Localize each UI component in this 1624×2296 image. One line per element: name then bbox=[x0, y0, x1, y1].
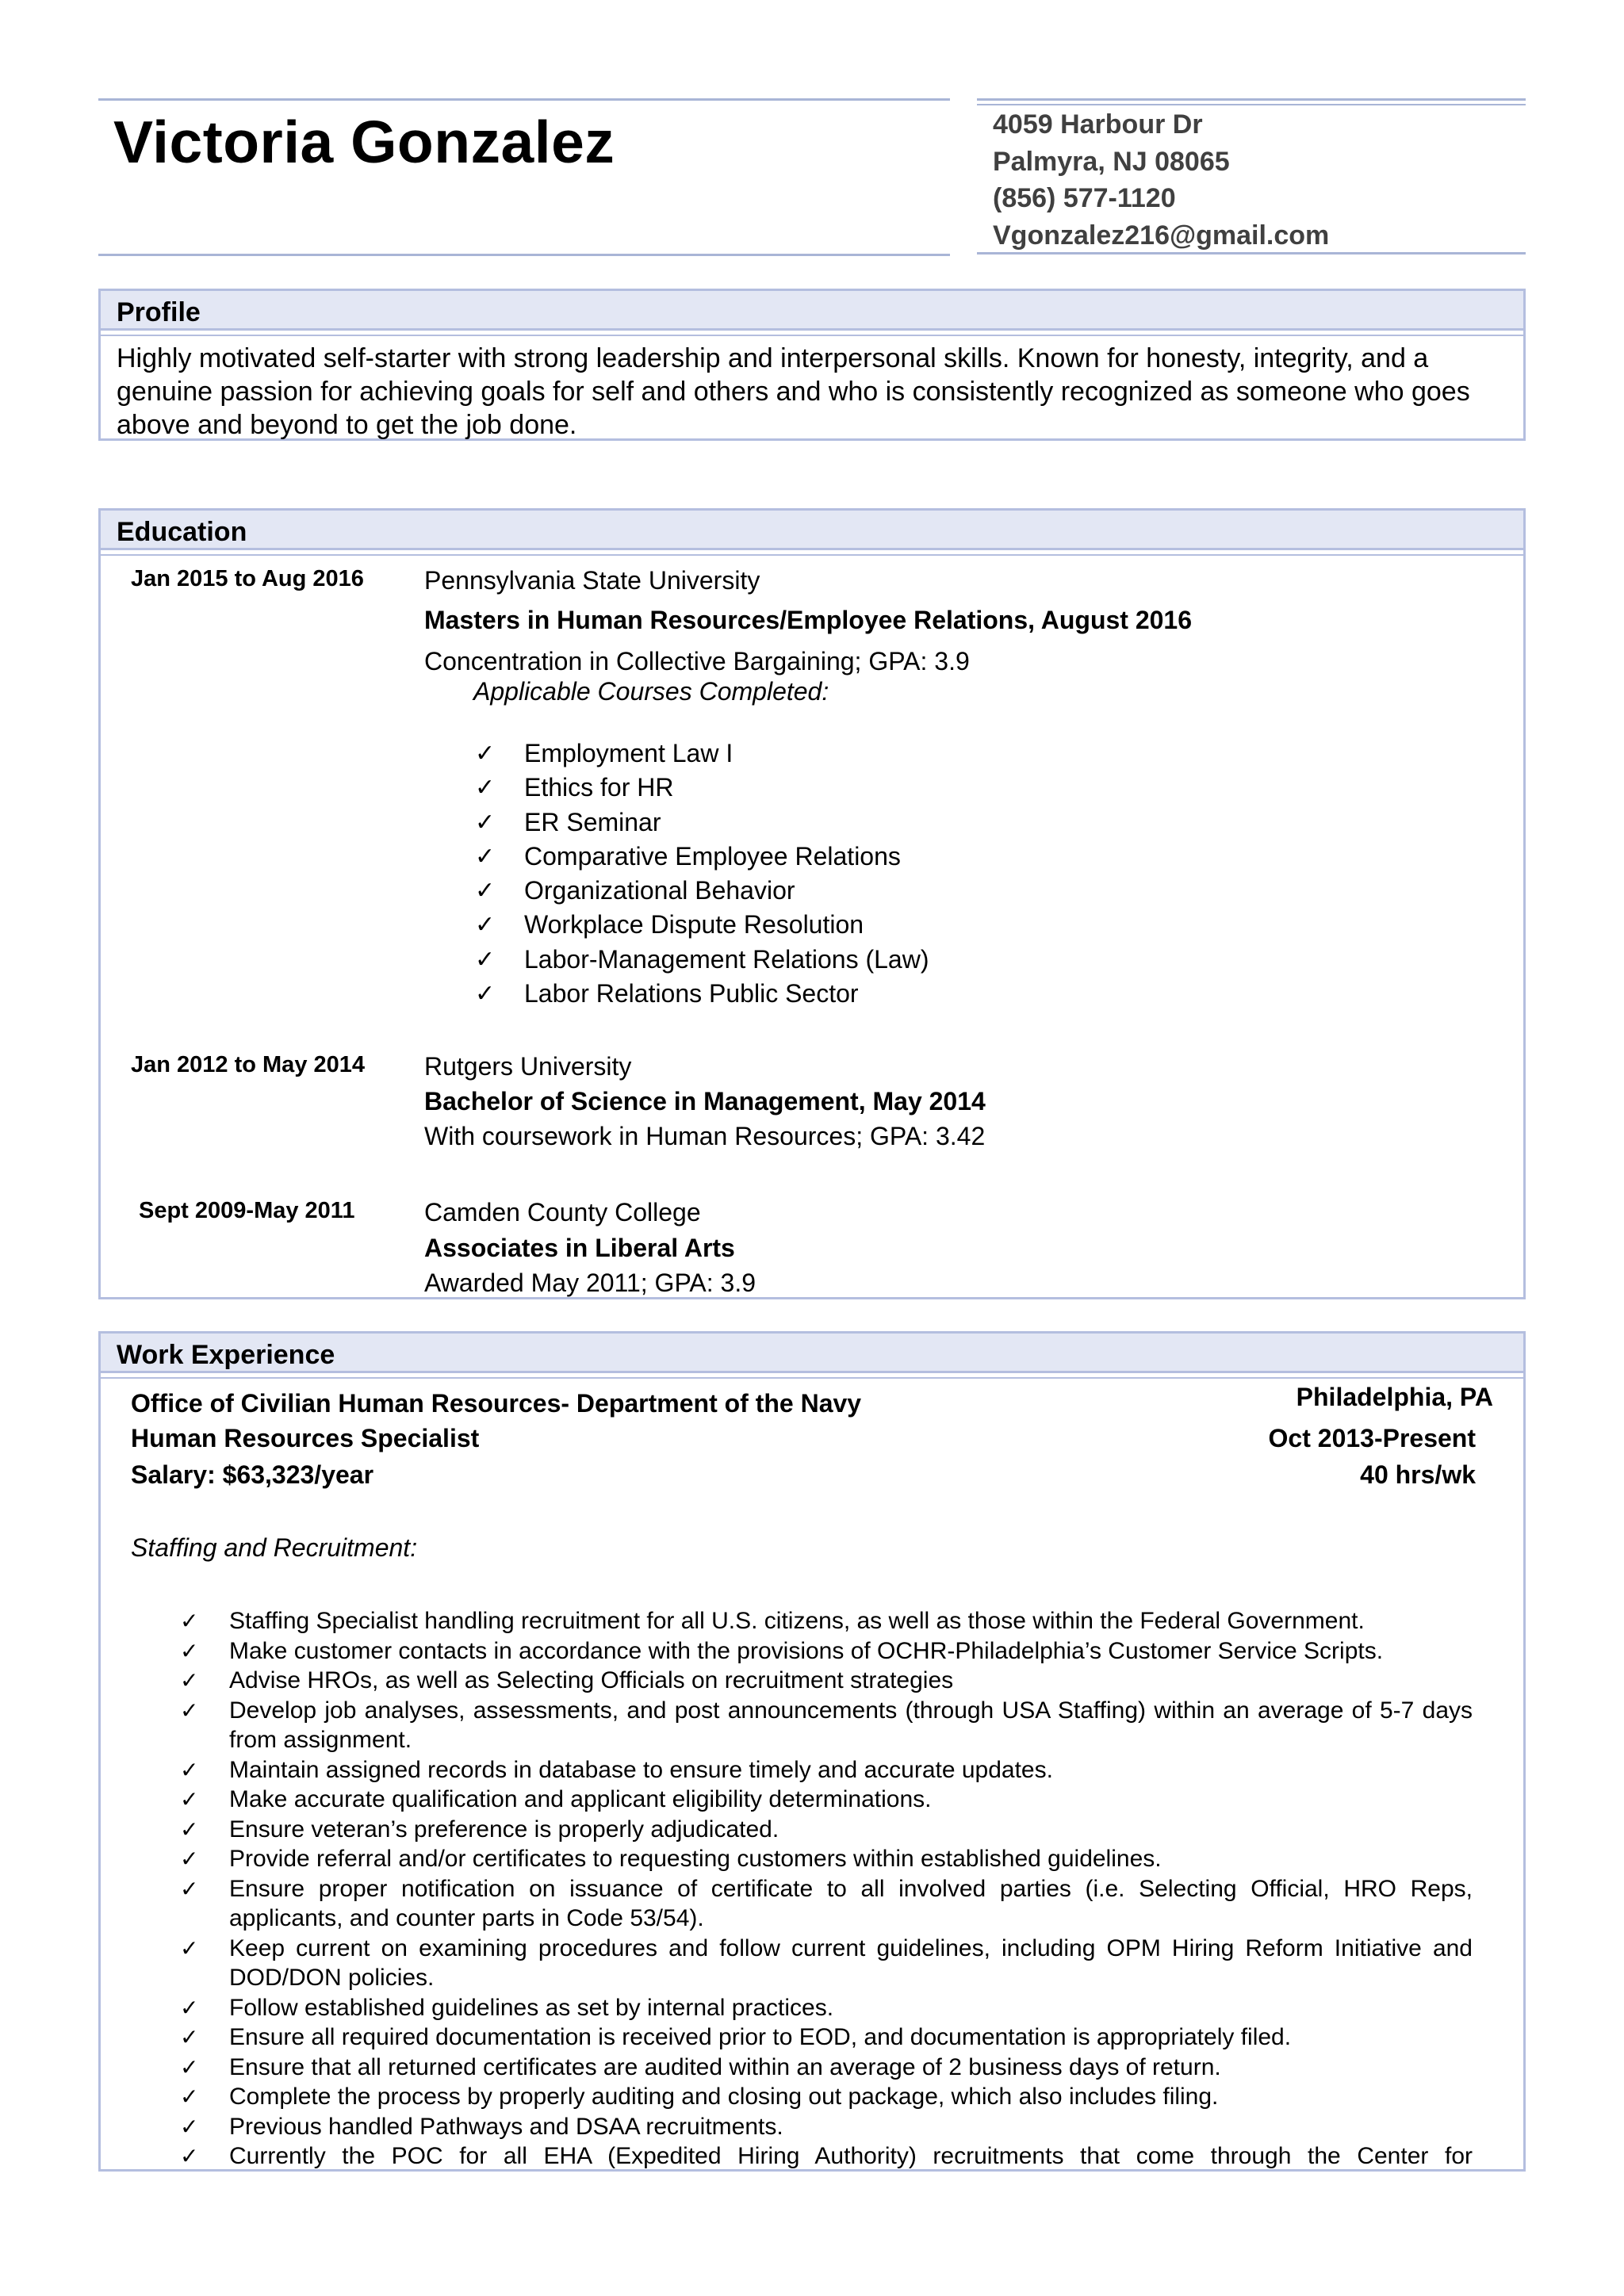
header-top-rule-right-double bbox=[977, 104, 1526, 105]
education-header bbox=[101, 511, 1523, 550]
checkmark-icon: ✓ bbox=[180, 1876, 199, 1901]
checkmark-icon: ✓ bbox=[180, 1609, 199, 1633]
course-item: ✓ Organizational Behavior bbox=[475, 874, 929, 908]
work-employer: Office of Civilian Human Resources- Department of the Navy bbox=[131, 1389, 862, 1418]
course-item: ✓ Ethics for HR bbox=[475, 771, 929, 805]
edu-date-camden: Sept 2009-May 2011 bbox=[139, 1198, 355, 1223]
work-title: Work Experience bbox=[117, 1340, 335, 1370]
checkmark-icon: ✓ bbox=[180, 1787, 199, 1812]
edu-detail-camden: Awarded May 2011; GPA: 3.9 bbox=[424, 1269, 756, 1297]
checkmark-icon: ✓ bbox=[180, 1995, 199, 2020]
duty-item: ✓ Make accurate qualification and applicant eligibility determinations. bbox=[180, 1785, 1473, 1815]
address-line1: 4059 Harbour Dr bbox=[993, 109, 1203, 140]
duty-item: ✓ Advise HROs, as well as Selecting Officials on recruitment strategies bbox=[180, 1666, 1473, 1696]
course-item: ✓ Workplace Dispute Resolution bbox=[475, 908, 929, 942]
education-section bbox=[98, 508, 1526, 1299]
duty-item: ✓ Previous handled Pathways and DSAA recruitments. bbox=[180, 2112, 1473, 2142]
contact-block bbox=[993, 106, 1329, 254]
edu-school-camden: Camden County College bbox=[424, 1198, 701, 1226]
email-address: Vgonzalez216@gmail.com bbox=[993, 220, 1330, 251]
courses-heading: Applicable Courses Completed: bbox=[473, 677, 829, 706]
course-item: ✓ Comparative Employee Relations bbox=[475, 840, 929, 874]
checkmark-icon: ✓ bbox=[475, 809, 496, 836]
education-title: Education bbox=[117, 517, 247, 547]
duty-item: ✓ Staffing Specialist handling recruitment for all U.S. citizens, as well as those within the Federal Government. bbox=[180, 1606, 1473, 1636]
edu-detail-rutgers: With coursework in Human Resources; GPA: 3.42 bbox=[424, 1122, 986, 1150]
duty-item: ✓ Follow established guidelines as set by internal practices. bbox=[180, 1993, 1473, 2023]
duty-item: ✓ Make customer contacts in accordance with the provisions of OCHR-Philadelphia’s Customer Service Scripts. bbox=[180, 1636, 1473, 1667]
edu-date-penn-state: Jan 2015 to Aug 2016 bbox=[131, 566, 364, 591]
address-line2: Palmyra, NJ 08065 bbox=[993, 146, 1230, 177]
checkmark-icon: ✓ bbox=[475, 775, 496, 802]
checkmark-icon: ✓ bbox=[180, 2054, 199, 2080]
checkmark-icon: ✓ bbox=[475, 912, 496, 939]
profile-title: Profile bbox=[117, 297, 201, 327]
checkmark-icon: ✓ bbox=[475, 981, 496, 1008]
work-hours: 40 hrs/wk bbox=[1360, 1460, 1476, 1489]
duty-item: ✓ Maintain assigned records in database to ensure timely and accurate updates. bbox=[180, 1755, 1473, 1785]
resume-name: Victoria Gonzalez bbox=[113, 109, 615, 175]
work-section bbox=[98, 1331, 1526, 2172]
header-top-rule-right bbox=[977, 98, 1526, 101]
duty-item: ✓ Complete the process by properly auditing and closing out package, which also includes filing. bbox=[180, 2082, 1473, 2112]
edu-date-rutgers: Jan 2012 to May 2014 bbox=[131, 1052, 366, 1077]
checkmark-icon: ✓ bbox=[475, 740, 496, 767]
checkmark-icon: ✓ bbox=[180, 1757, 199, 1782]
checkmark-icon: ✓ bbox=[475, 946, 496, 973]
header-bottom-rule-left bbox=[98, 254, 950, 256]
duty-item: ✓ Currently the POC for all EHA (Expedited Hiring Authority) recruitments that come through the Center for bbox=[180, 2141, 1473, 2172]
checkmark-icon: ✓ bbox=[180, 2025, 199, 2049]
work-location: Philadelphia, PA bbox=[1296, 1383, 1493, 1411]
work-position: Human Resources Specialist bbox=[131, 1424, 480, 1452]
course-item: ✓ ER Seminar bbox=[475, 806, 929, 840]
checkmark-icon: ✓ bbox=[475, 843, 496, 870]
checkmark-icon: ✓ bbox=[180, 2114, 199, 2139]
duty-item: ✓ Develop job analyses, assessments, and post announcements (through USA Staffing) within an average of 5-7 days from assignment. bbox=[180, 1697, 1473, 1753]
checkmark-icon: ✓ bbox=[180, 2144, 199, 2168]
duty-item: ✓ Provide referral and/or certificates to requesting customers within established guidelines. bbox=[180, 1844, 1473, 1874]
checkmark-icon: ✓ bbox=[180, 1638, 199, 1663]
edu-detail-penn-state: Concentration in Collective Bargaining; GPA: 3.9 bbox=[424, 647, 970, 675]
duties-list bbox=[180, 1606, 1473, 2172]
course-item: ✓ Labor-Management Relations (Law) bbox=[475, 943, 929, 977]
course-item: ✓ Labor Relations Public Sector bbox=[475, 977, 929, 1011]
checkmark-icon: ✓ bbox=[180, 1846, 199, 1871]
phone-number: (856) 577-1120 bbox=[993, 183, 1176, 213]
course-item: ✓ Employment Law I bbox=[475, 737, 929, 771]
edu-school-penn-state: Pennsylvania State University bbox=[424, 566, 760, 595]
checkmark-icon: ✓ bbox=[180, 1816, 199, 1842]
work-salary: Salary: $63,323/year bbox=[131, 1460, 374, 1489]
header-bottom-rule-right bbox=[977, 252, 1526, 254]
work-area: Staffing and Recruitment: bbox=[131, 1533, 418, 1562]
checkmark-icon: ✓ bbox=[475, 878, 496, 905]
checkmark-icon: ✓ bbox=[180, 2084, 199, 2109]
checkmark-icon: ✓ bbox=[180, 1697, 199, 1723]
edu-degree-penn-state: Masters in Human Resources/Employee Relations, August 2016 bbox=[424, 606, 1193, 634]
duty-item: ✓ Ensure veteran’s preference is properly adjudicated. bbox=[180, 1815, 1473, 1845]
duty-item: ✓ Ensure proper notification on issuance of certificate to all involved parties (i.e. Selecting Official, HRO Reps, applicants, and counter parts in Code 53/54). bbox=[180, 1875, 1473, 1931]
work-dates: Oct 2013-Present bbox=[1268, 1424, 1476, 1452]
profile-text: Highly motivated self-starter with strong leadership and interpersonal skills. Known for honesty, integrity, and a genuine passion for achieving goals for self and others and who is consistently recognized as someone who goes above and beyond to get the job done. bbox=[117, 343, 1470, 440]
work-header bbox=[101, 1334, 1523, 1373]
checkmark-icon: ✓ bbox=[180, 1668, 199, 1693]
edu-school-rutgers: Rutgers University bbox=[424, 1052, 632, 1081]
header-top-rule-left bbox=[98, 98, 950, 101]
courses-list bbox=[475, 737, 929, 1011]
checkmark-icon: ✓ bbox=[180, 1935, 199, 1961]
duty-item: ✓ Keep current on examining procedures and follow current guidelines, including OPM Hiring Reform Initiative and DOD/DON policies. bbox=[180, 1934, 1473, 1991]
edu-degree-rutgers: Bachelor of Science in Management, May 2014 bbox=[424, 1087, 986, 1115]
profile-section bbox=[98, 289, 1526, 441]
duty-item: ✓ Ensure that all returned certificates are audited within an average of 2 business days of return. bbox=[180, 2053, 1473, 2083]
duty-item: ✓ Ensure all required documentation is received prior to EOD, and documentation is appropriately filed. bbox=[180, 2022, 1473, 2053]
edu-degree-camden: Associates in Liberal Arts bbox=[424, 1234, 735, 1262]
profile-header bbox=[101, 291, 1523, 331]
